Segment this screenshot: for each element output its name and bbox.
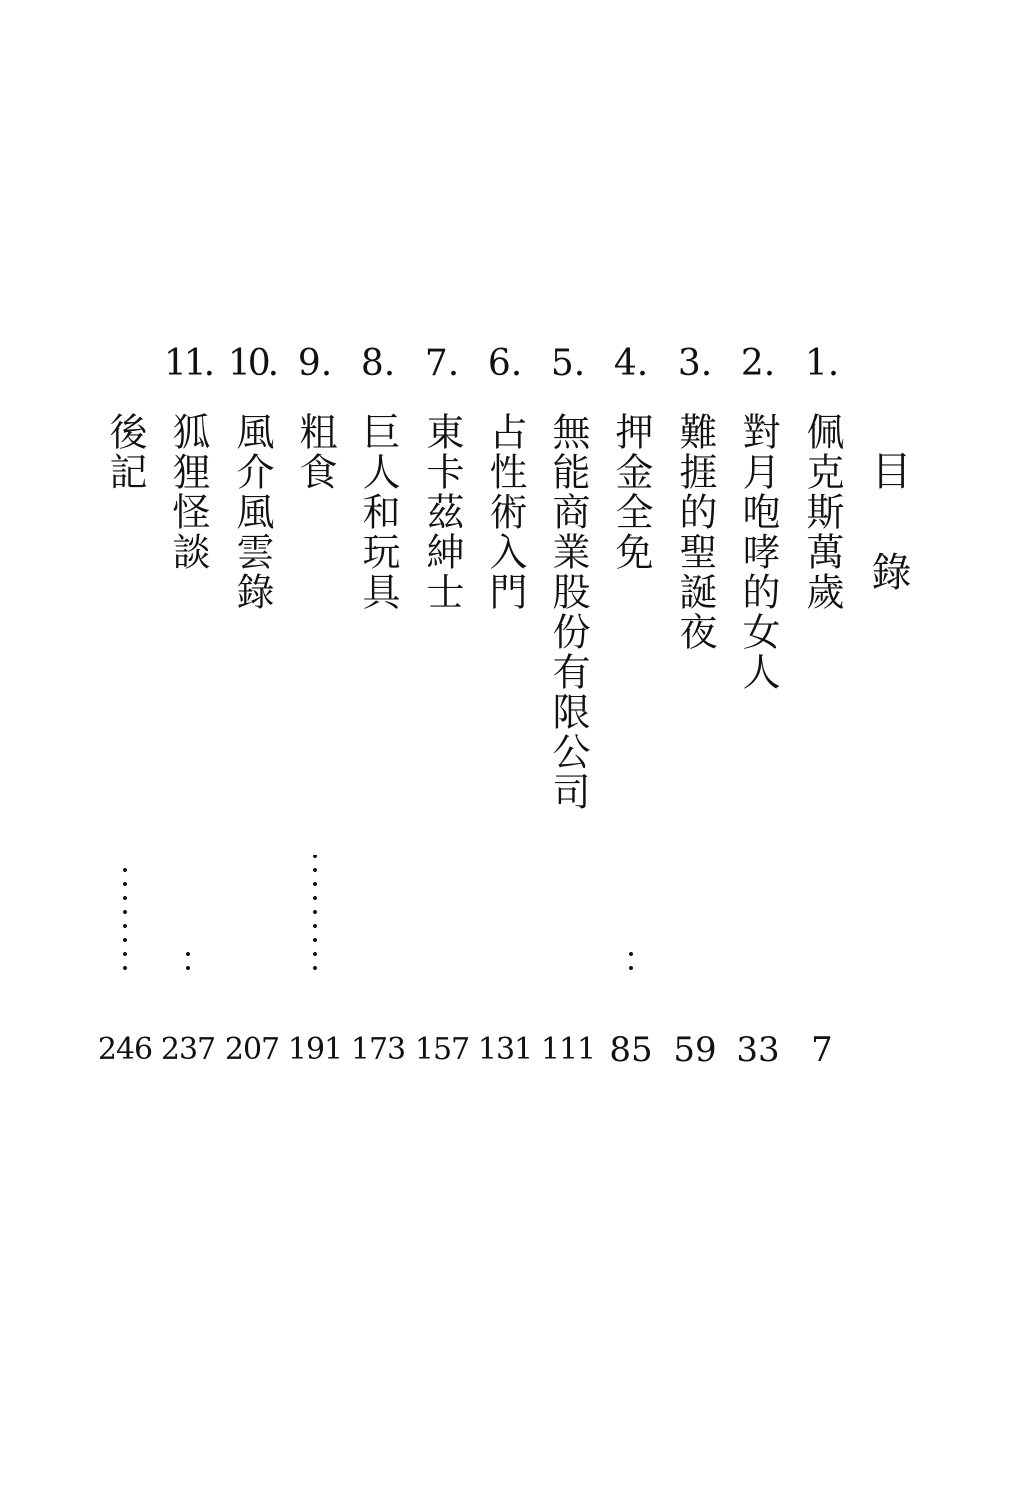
entry-title: 押金全免: [609, 412, 653, 572]
entry-number: 5.: [550, 343, 586, 384]
entry-number: 4.: [613, 343, 649, 384]
entry-title: 巨人和玩具: [356, 412, 400, 612]
entry-page-number: 157: [414, 1032, 470, 1067]
entry-page-number: 191: [287, 1032, 343, 1067]
entry-page-number: 111: [540, 1032, 596, 1067]
entry-title: 難捱的聖誕夜: [673, 412, 717, 652]
entry-page-number: 246: [97, 1032, 153, 1067]
entry-number: 9.: [297, 343, 333, 384]
toc-entry: [601, 340, 661, 1070]
entry-number: 7.: [424, 343, 460, 384]
entry-title: 佩克斯萬歲: [800, 412, 844, 612]
entry-number: 10.: [227, 343, 277, 384]
toc-entry: [475, 340, 535, 1070]
toc-entry: [412, 340, 472, 1070]
toc-entry: [665, 340, 725, 1070]
entry-title: 風介風雲錄: [230, 412, 274, 612]
entry-page-number: 85: [609, 1030, 653, 1070]
dot-leader: [123, 860, 127, 975]
toc-entry: [728, 340, 788, 1070]
entry-number: 3.: [677, 343, 713, 384]
entry-page-number: 207: [224, 1032, 280, 1067]
entry-page-number: 131: [477, 1032, 533, 1067]
dot-leader: [186, 945, 190, 975]
toc-entry-afterword: [95, 340, 155, 1070]
entry-title: 對月咆哮的女人: [736, 412, 780, 692]
entry-page-number: 173: [350, 1032, 406, 1067]
entry-title: 無能商業股份有限公司: [546, 412, 590, 812]
entry-number: 6.: [487, 343, 523, 384]
toc-entry: [158, 340, 218, 1070]
toc-entry: [222, 340, 282, 1070]
dot-leader: [629, 950, 633, 975]
toc-title: 目 錄: [865, 450, 911, 615]
toc-entry: [285, 340, 345, 1070]
entry-title: 狐狸怪談: [166, 412, 210, 572]
entry-page-number: 59: [673, 1030, 717, 1070]
entry-title: 占性術入門: [483, 412, 527, 612]
entry-page-number: 237: [160, 1032, 216, 1067]
entry-number: 2.: [740, 343, 776, 384]
entry-title: 東卡茲紳士: [420, 412, 464, 612]
toc-entry: [348, 340, 408, 1070]
entry-title: 粗食: [293, 412, 337, 492]
toc-entry: [538, 340, 598, 1070]
entry-title: 後記: [103, 412, 147, 492]
entry-page-number: 33: [736, 1030, 780, 1070]
entry-number: 11.: [163, 343, 213, 384]
entry-number: 1.: [804, 343, 840, 384]
entry-page-number: 7: [811, 1030, 833, 1070]
entry-number: 8.: [360, 343, 396, 384]
toc-entry: [792, 340, 852, 1070]
dot-leader: [313, 855, 317, 975]
